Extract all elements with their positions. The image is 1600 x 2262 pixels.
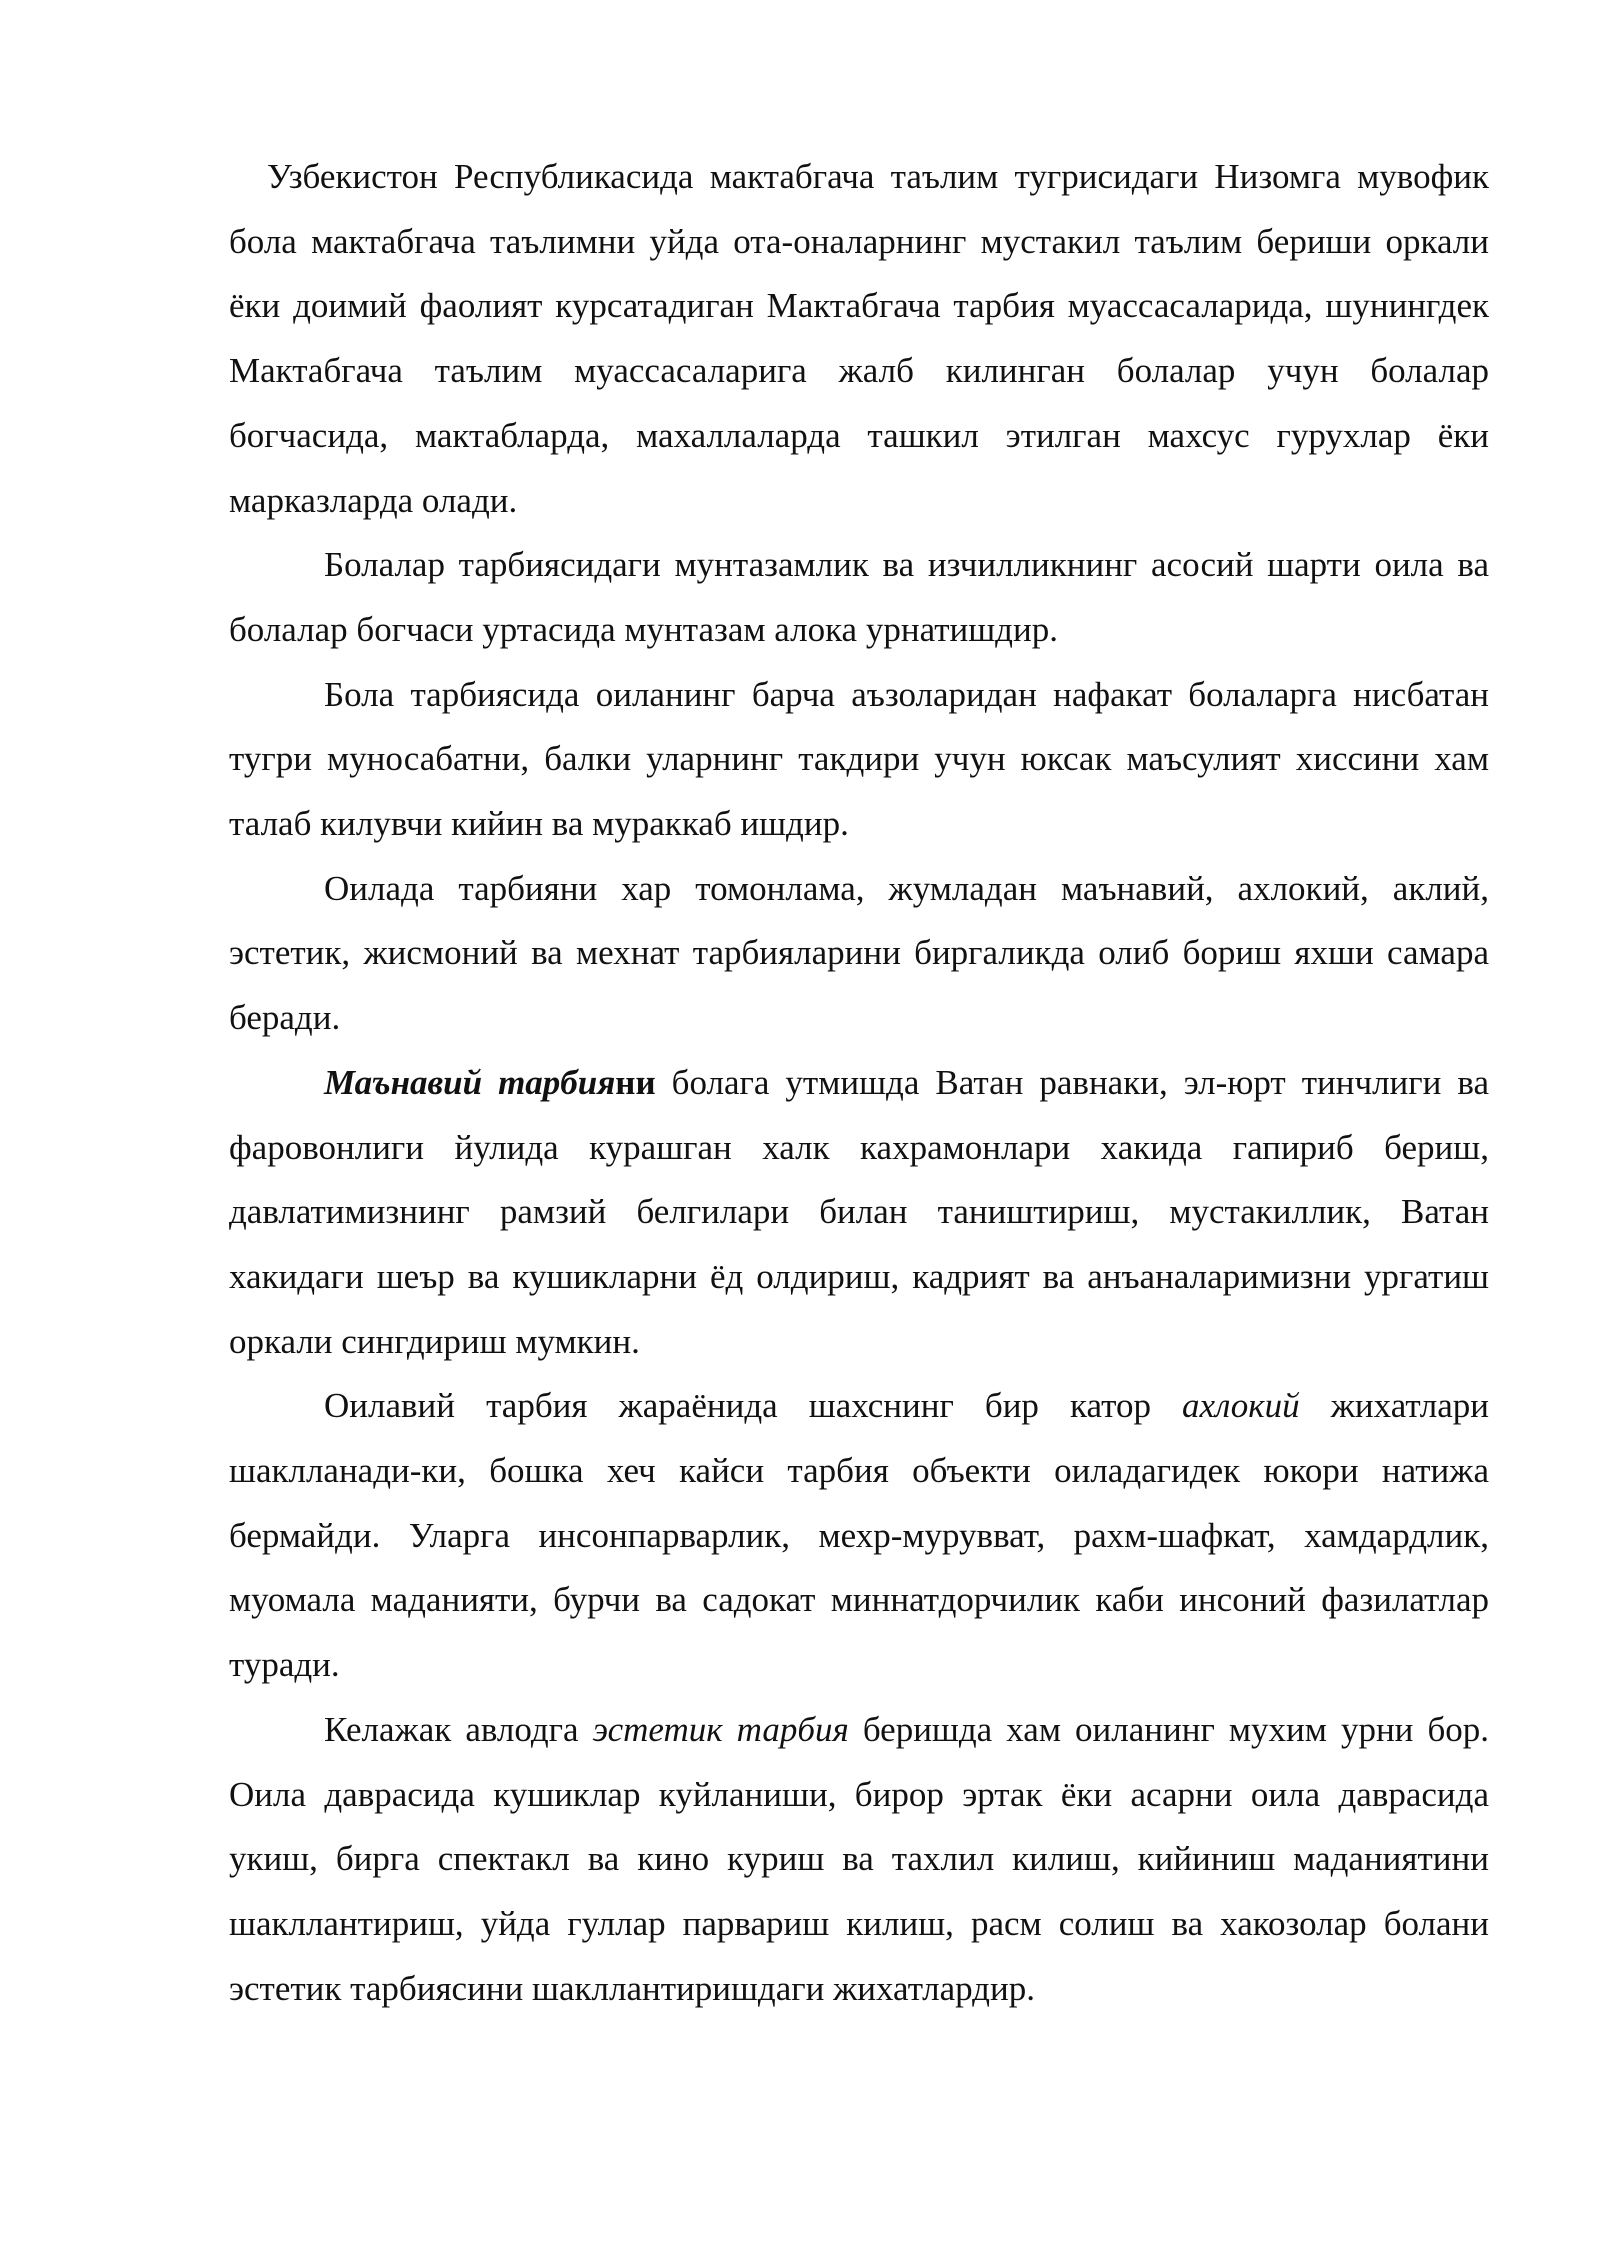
paragraph-4-text: Оилада тарбияни хар томонлама, жумладан маънавий, ахлокий, аклий, эстетик, жисмоний ва мехнат тарбияларини биргаликда олиб бориш яхши самара беради. [229,868,1489,1038]
paragraph-7-text-after: беришда хам оиланинг мухим урни бор. Оила даврасида кушиклар куйланиши, бирор эртак ёки асарни оила даврасида укиш, бирга спектакл ва кино куриш ва тахлил килиш, кийиниш маданиятини шакллантириш, уйда гуллар парвариш килиш, расм солиш ва хакозолар болани эстетик тарбиясини шакллантиришдаги жихатлардир. [229,1709,1490,2008]
aesthetic-education-term: эстетик тарбия [592,1709,849,1749]
paragraph-1 [229,145,1489,533]
paragraph-7 [229,1698,1489,2022]
spiritual-education-suffix: ни [615,1062,656,1102]
paragraph-3 [229,663,1489,857]
paragraph-6 [229,1374,1489,1698]
paragraph-3-text: Бола тарбиясида оиланинг барча аъзоларидан нафакат болаларга нисбатан тугри муносабатни, балки уларнинг такдири учун юксак маъсулият хиссини хам талаб килувчи кийин ва мураккаб ишдир. [229,674,1489,844]
moral-term: ахлокий [1182,1386,1300,1426]
paragraph-6-text-before: Оилавий тарбия жараёнида шахснинг бир катор [324,1386,1183,1426]
paragraph-5-text: болага утмишда Ватан равнаки, эл-юрт тинчлиги ва фаровонлиги йулида курашган халк кахрамонлари хакида гапириб бериш, давлатимизнинг рамзий белгилари билан таништириш, мустакиллик, Ватан хакидаги шеър ва кушикларни ёд олдириш, кадрият ва анъаналаримизни ургатиш оркали сингдириш мумкин. [229,1062,1489,1361]
paragraph-1-text: Узбекистон Республикасида мактабгача таълим тугрисидаги Низомга мувофик бола мактабгача таълимни уйда ота-оналарнинг мустакил таълим бериши оркали ёки доимий фаолият курсатадиган Мактабгача тарбия муассасаларида, шунингдек Мактабгача таълим муассасаларига жалб килинган болалар учун болалар богчасида, мактабларда, махаллаларда ташкил этилган махсус гурухлар ёки марказларда олади. [229,157,1489,520]
paragraph-7-text-before: Келажак авлодга [324,1709,593,1749]
paragraph-4 [229,857,1489,1051]
paragraph-5 [229,1051,1489,1375]
paragraph-2 [229,533,1489,662]
spiritual-education-term: Маънавий тарбия [324,1062,616,1102]
paragraph-6-text-after: жихатлари шаклланади-ки, бошка хеч кайси тарбия объекти оиладагидек юкори натижа бермайди. Уларга инсонпарварлик, мехр-мурувват, рахм-шафкат, хамдардлик, муомала маданияти, бурчи ва садокат миннатдорчилик каби инсоний фазилатлар туради. [229,1386,1489,1685]
document-body [229,145,1489,2021]
paragraph-2-text: Болалар тарбиясидаги мунтазамлик ва изчилликнинг асосий шарти оила ва болалар богчаси уртасида мунтазам алока урнатишдир. [229,545,1489,649]
